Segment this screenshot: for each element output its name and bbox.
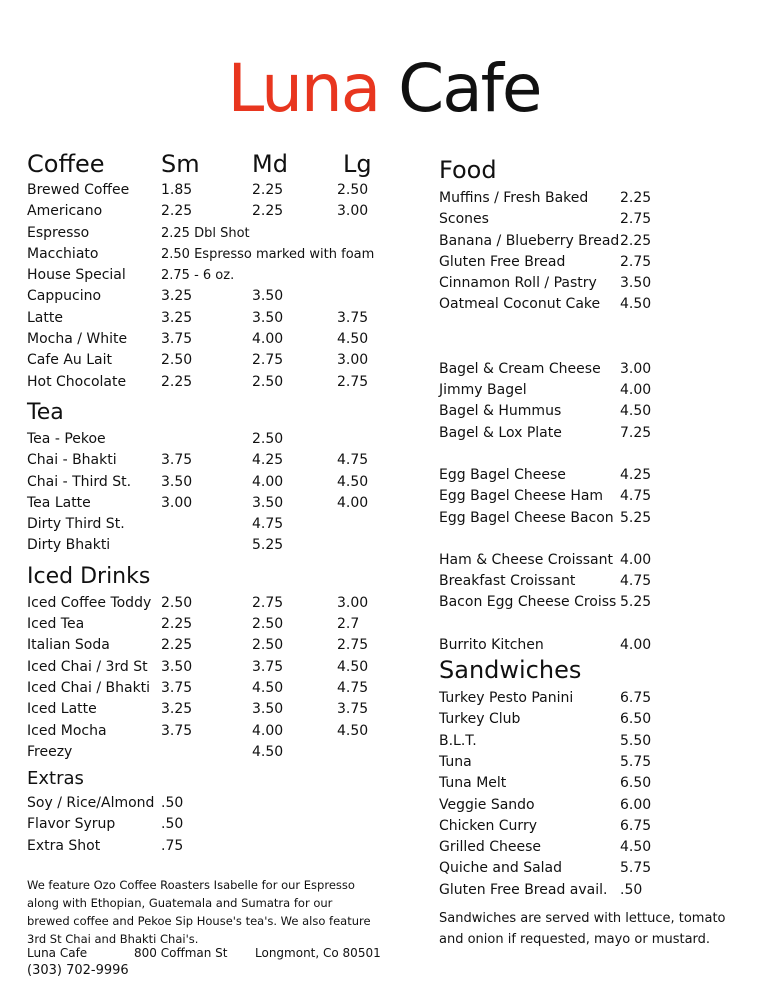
menu-row <box>27 429 397 450</box>
item-name: Mocha / White <box>27 331 128 348</box>
price-medium: 2.25 <box>252 203 284 220</box>
item-name: Cappucino <box>27 288 102 305</box>
menu-row <box>439 688 739 709</box>
price-medium: 2.50 <box>252 616 284 633</box>
item-name: Oatmeal Coconut Cake <box>439 296 601 313</box>
menu-row <box>439 731 739 752</box>
group-spacer <box>439 614 739 635</box>
item-name: Macchiato <box>27 245 99 262</box>
item-name: Egg Bagel Cheese <box>439 466 566 483</box>
menu-row <box>27 814 397 835</box>
item-name: Cinnamon Roll / Pastry <box>439 275 597 292</box>
price-medium: 3.50 <box>252 309 284 326</box>
drinks-column <box>27 150 397 857</box>
item-name: Scones <box>439 211 489 228</box>
iced-list <box>27 593 397 763</box>
menu-row <box>27 350 397 371</box>
menu-row <box>27 678 397 699</box>
price-small: 3.75 <box>161 722 193 739</box>
item-name: Italian Soda <box>27 637 110 654</box>
price-small: 2.25 <box>161 616 193 633</box>
item-price: 2.25 <box>620 190 652 206</box>
tea-section-header <box>27 393 397 429</box>
menu-row <box>27 836 397 857</box>
food-list <box>439 188 739 656</box>
price-medium: 4.75 <box>252 516 284 533</box>
extras-list <box>27 793 397 857</box>
extras-section-header <box>27 763 397 793</box>
menu-row <box>439 837 739 858</box>
item-name: Bagel & Cream Cheese <box>439 360 601 377</box>
item-name: Hot Chocolate <box>27 373 127 390</box>
menu-row <box>439 550 739 571</box>
menu-row <box>439 709 739 730</box>
menu-row <box>439 252 739 273</box>
tea-list <box>27 429 397 557</box>
item-price: 4.25 <box>620 466 652 483</box>
item-name: Banana / Blueberry Bread <box>439 232 620 249</box>
item-price: 5.25 <box>620 509 652 526</box>
menu-row <box>27 180 397 201</box>
menu-row <box>27 329 397 350</box>
price-small: 2.50 Espresso marked with foam <box>161 246 375 262</box>
item-price: 2.25 <box>620 232 652 249</box>
price-small: 3.00 <box>161 494 193 511</box>
item-price: 5.75 <box>620 753 652 770</box>
item-name: Dirty Bhakti <box>27 537 111 554</box>
price-small: 2.75 - 6 oz. <box>161 268 235 284</box>
menu-row <box>439 401 739 422</box>
item-name: Chai - Bhakti <box>27 452 117 469</box>
menu-row <box>439 465 739 486</box>
phone-number: (303) 702-9996 <box>27 963 129 978</box>
price-large: 3.75 <box>337 309 369 326</box>
item-price: 5.25 <box>620 594 652 611</box>
sandwiches-heading: Sandwiches <box>439 656 582 685</box>
item-name: Espresso <box>27 224 90 241</box>
price-large: 4.50 <box>337 722 369 739</box>
menu-row <box>27 535 397 556</box>
price-medium: 4.00 <box>252 331 284 348</box>
menu-row <box>27 201 397 222</box>
title-cafe: Cafe <box>398 50 541 127</box>
menu-row <box>439 231 739 252</box>
item-price: 4.00 <box>620 636 652 653</box>
item-name: Iced Mocha <box>27 722 107 739</box>
iced-section-header <box>27 557 397 593</box>
price-medium: 2.75 <box>252 594 284 611</box>
item-price: 6.50 <box>620 775 652 792</box>
item-name: Flavor Syrup <box>27 816 116 833</box>
price-small: 2.25 <box>161 203 193 220</box>
item-name: B.L.T. <box>439 732 477 749</box>
item-name: Muffins / Fresh Baked <box>439 190 589 206</box>
item-name: Iced Coffee Toddy <box>27 594 152 611</box>
sandwiches-section-header <box>439 656 739 688</box>
item-name: Cafe Au Lait <box>27 352 113 369</box>
item-price: .50 <box>161 816 184 833</box>
price-medium: 2.25 <box>252 182 284 198</box>
title-luna: Luna <box>227 50 380 127</box>
food-heading: Food <box>439 156 497 184</box>
menu-row <box>439 359 739 380</box>
item-name: Tuna Melt <box>439 775 507 792</box>
coffee-header <box>27 150 397 180</box>
menu-row <box>439 571 739 592</box>
group-spacer <box>439 316 739 359</box>
menu-row <box>27 514 397 535</box>
price-medium: 4.00 <box>252 473 284 490</box>
menu-row <box>439 858 739 879</box>
price-medium: 2.50 <box>252 373 284 390</box>
menu-row <box>439 592 739 613</box>
item-name: Freezy <box>27 743 73 760</box>
item-price: 5.50 <box>620 732 652 749</box>
menu-row <box>439 635 739 656</box>
size-large-label: Lg <box>343 150 372 178</box>
price-small: 2.50 <box>161 594 193 611</box>
item-name: Veggie Sando <box>439 796 535 813</box>
price-medium: 4.50 <box>252 743 284 760</box>
item-price: .75 <box>161 837 184 854</box>
menu-row <box>439 508 739 529</box>
menu-row <box>27 657 397 678</box>
price-large: 4.50 <box>337 473 369 490</box>
menu-row <box>27 265 397 286</box>
item-name: Extra Shot <box>27 837 101 854</box>
item-name: Gluten Free Bread <box>439 253 566 270</box>
item-name: Brewed Coffee <box>27 182 130 198</box>
price-large: 3.75 <box>337 701 369 718</box>
size-small-label: Sm <box>161 150 200 178</box>
item-price: 4.50 <box>620 296 652 313</box>
menu-row <box>439 209 739 230</box>
item-price: 7.25 <box>620 424 652 441</box>
item-name: Iced Tea <box>27 616 85 633</box>
item-name: Chicken Curry <box>439 817 537 834</box>
item-price: 4.00 <box>620 382 652 399</box>
menu-row <box>439 380 739 401</box>
price-small: 3.75 <box>161 452 193 469</box>
price-medium: 3.50 <box>252 288 284 305</box>
size-medium-label: Md <box>252 150 288 178</box>
price-large: 3.00 <box>337 203 369 220</box>
coffee-list <box>27 180 397 393</box>
price-large: 2.75 <box>337 373 369 390</box>
item-price: 4.75 <box>620 573 652 590</box>
item-name: Grilled Cheese <box>439 839 542 856</box>
price-large: 2.50 <box>337 182 369 198</box>
price-medium: 3.50 <box>252 701 284 718</box>
menu-row <box>27 223 397 244</box>
item-name: Tuna <box>439 753 472 770</box>
price-large: 4.75 <box>337 452 369 469</box>
item-name: Tea Latte <box>27 494 91 511</box>
price-small: 3.25 <box>161 701 193 718</box>
price-medium: 2.50 <box>252 637 284 654</box>
item-name: Bagel & Lox Plate <box>439 424 562 441</box>
menu-row <box>439 423 739 444</box>
extras-heading: Extras <box>27 768 84 790</box>
item-price: .50 <box>161 795 184 812</box>
menu-row <box>27 286 397 307</box>
menu-row <box>27 721 397 742</box>
price-medium: 4.50 <box>252 679 284 696</box>
price-medium: 5.25 <box>252 537 284 554</box>
menu-row <box>27 450 397 471</box>
menu-row <box>439 486 739 507</box>
item-price: 6.00 <box>620 796 652 813</box>
menu-row <box>27 742 397 763</box>
city-address: Longmont, Co 80501 <box>255 946 381 960</box>
item-name: Ham & Cheese Croissant <box>439 551 614 568</box>
coffee-roaster-note: We feature Ozo Coffee Roasters Isabelle for our Espresso along with Ethopian, Guatemala and Sumatra for our brewed coffee and Pekoe Sip House's tea's. We also feature 3rd St Chai and Bhakti Chai's. <box>27 878 371 946</box>
price-small: 3.50 <box>161 473 193 490</box>
item-price: .50 <box>620 881 643 898</box>
price-small: 1.85 <box>161 182 193 198</box>
item-name: Breakfast Croissant <box>439 573 576 590</box>
street-address: 800 Coffman St <box>134 946 228 960</box>
menu-row <box>439 773 739 794</box>
price-large: 4.00 <box>337 494 369 511</box>
page-title <box>0 50 768 127</box>
price-medium: 3.75 <box>252 658 284 675</box>
item-price: 5.75 <box>620 860 652 877</box>
item-name: Americano <box>27 203 103 220</box>
item-price: 4.00 <box>620 551 652 568</box>
price-small: 2.25 <box>161 637 193 654</box>
group-spacer <box>439 444 739 465</box>
price-large: 4.50 <box>337 658 369 675</box>
price-large: 3.00 <box>337 594 369 611</box>
item-price: 6.50 <box>620 711 652 728</box>
item-name: Iced Chai / 3rd St <box>27 658 148 675</box>
price-medium: 3.50 <box>252 494 284 511</box>
price-small: 2.25 Dbl Shot <box>161 225 250 241</box>
item-name: Turkey Pesto Panini <box>439 690 574 707</box>
price-large: 3.00 <box>337 352 369 369</box>
item-price: 6.75 <box>620 817 652 834</box>
group-spacer <box>439 529 739 550</box>
item-name: Quiche and Salad <box>439 860 563 877</box>
item-price: 6.75 <box>620 690 652 707</box>
menu-row <box>439 752 739 773</box>
item-name: Tea - Pekoe <box>27 430 106 447</box>
price-small: 2.50 <box>161 352 193 369</box>
item-price: 2.75 <box>620 211 652 228</box>
item-name: Chai - Third St. <box>27 473 132 490</box>
price-small: 2.25 <box>161 373 193 390</box>
menu-row <box>27 472 397 493</box>
price-medium: 4.00 <box>252 722 284 739</box>
menu-row <box>27 493 397 514</box>
item-price: 2.75 <box>620 253 652 270</box>
menu-row <box>439 816 739 837</box>
item-price: 4.75 <box>620 488 652 505</box>
price-small: 3.50 <box>161 658 193 675</box>
menu-row <box>27 308 397 329</box>
price-medium: 2.50 <box>252 430 284 447</box>
price-large: 2.75 <box>337 637 369 654</box>
price-medium: 2.75 <box>252 352 284 369</box>
price-large: 2.7 <box>337 616 360 633</box>
menu-row <box>439 188 739 209</box>
item-name: Gluten Free Bread avail. <box>439 881 608 898</box>
menu-row <box>439 795 739 816</box>
item-name: Dirty Third St. <box>27 516 125 533</box>
item-name: Burrito Kitchen <box>439 636 544 653</box>
menu-row <box>27 593 397 614</box>
item-name: House Special <box>27 267 126 284</box>
item-name: Soy / Rice/Almond <box>27 795 155 812</box>
item-price: 4.50 <box>620 839 652 856</box>
food-column <box>439 158 739 901</box>
price-small: 3.75 <box>161 331 193 348</box>
food-section-header <box>439 158 739 188</box>
menu-row <box>27 614 397 635</box>
item-price: 3.00 <box>620 360 652 377</box>
item-name: Bagel & Hummus <box>439 403 562 420</box>
item-price: 3.50 <box>620 275 652 292</box>
menu-row <box>27 244 397 265</box>
price-small: 3.75 <box>161 679 193 696</box>
menu-row <box>439 880 739 901</box>
cafe-name: Luna Cafe <box>27 946 88 960</box>
coffee-heading: Coffee <box>27 150 105 178</box>
item-name: Iced Chai / Bhakti <box>27 679 151 696</box>
price-large: 4.50 <box>337 331 369 348</box>
item-name: Egg Bagel Cheese Ham <box>439 488 604 505</box>
sandwiches-list <box>439 688 739 901</box>
item-name: Iced Latte <box>27 701 97 718</box>
item-price: 4.50 <box>620 403 652 420</box>
item-name: Bacon Egg Cheese Croiss <box>439 594 617 611</box>
price-small: 3.25 <box>161 288 193 305</box>
menu-row <box>27 793 397 814</box>
item-name: Jimmy Bagel <box>439 382 527 399</box>
menu-row <box>27 699 397 720</box>
price-medium: 4.25 <box>252 452 284 469</box>
price-large: 4.75 <box>337 679 369 696</box>
item-name: Latte <box>27 309 63 326</box>
menu-row <box>439 294 739 315</box>
menu-row <box>439 273 739 294</box>
menu-row <box>27 372 397 393</box>
tea-heading: Tea <box>27 399 64 425</box>
iced-heading: Iced Drinks <box>27 563 151 589</box>
item-name: Turkey Club <box>439 711 521 728</box>
price-small: 3.25 <box>161 309 193 326</box>
sandwich-note: Sandwiches are served with lettuce, tomato and onion if requested, mayo or mustard. <box>439 911 726 947</box>
menu-row <box>27 635 397 656</box>
item-name: Egg Bagel Cheese Bacon <box>439 509 614 526</box>
